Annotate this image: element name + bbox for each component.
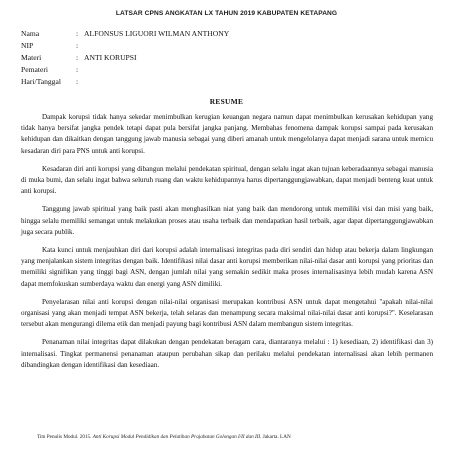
meta-separator: : [76, 53, 79, 62]
meta-row-materi [21, 52, 229, 64]
identity-block [21, 28, 229, 88]
footnote-book-title: Anti Korupsi Modul Pendidikan dan Pelatihan Prajabatan Golongan I/II dan III. [92, 434, 262, 440]
meta-value: ALFONSUS LIGUORI WILMAN ANTHONY [84, 29, 230, 38]
meta-key: NIP [21, 41, 34, 50]
paragraph: Penyelarasan nilai anti korupsi dengan nilai-nilai organisasi merupakan kontribusi ASN untuk dapat mengetahui "apakah nilai-nilai organisasi yang akan menjadi tempat ASN bekerja, telah selaras dan menampung secara maksimal nilai-nilai dasar anti korupsi?". Keselarasan tersebut akan mengurangi dilema etik dan menjadi payung bagi kontribusi ASN dalam membangun sistem integritas. [21, 297, 433, 329]
footnote-publisher: Jakarta. LAN [261, 434, 291, 440]
meta-key: Nama [21, 29, 40, 38]
resume-title: RESUME [209, 97, 244, 106]
paragraph: Tanggung jawab spiritual yang baik pasti akan menghasilkan niat yang baik dan mendorong untuk memiliki visi dan misi yang baik, hingga selalu memiliki semangat untuk melakukan proses atau usaha terbaik dan mendapatkan hasil terbaik, agar dapat dipertanggungjawabkan juga secara publik. [21, 205, 433, 236]
meta-separator: : [76, 29, 79, 38]
meta-row-nama [21, 28, 229, 40]
meta-row-hari-tanggal [21, 76, 229, 88]
meta-separator: : [76, 77, 79, 86]
document-header: LATSAR CPNS ANGKATAN LX TAHUN 2019 KABUPATEN KETAPANG [115, 10, 338, 17]
reference-footnote [37, 434, 437, 441]
meta-value: ANTI KORUPSI [84, 53, 137, 62]
meta-key: Pemateri [21, 65, 48, 74]
meta-separator: : [76, 65, 79, 74]
paragraph: Kesadaran diri anti korupsi yang dibangun melalui pendekatan spiritual, dengan selalu ingat akan tujuan keberadaannya sebagai manusia di muka bumi, dan selalu ingat bahwa seluruh ruang dan waktu kehidupannya harus dipertanggungjawabkan, dapat menjadi benteng kuat untuk anti korupsi. [21, 164, 433, 196]
paragraph: Penanaman nilai integritas dapat dilakukan dengan pendekatan beragam cara, diantaranya melalui : 1) kesediaan, 2) identifikasi dan 3) internalisasi. Tingkat permanensi penanaman ataupun perubahan sikap dan perilaku melalui pendekatan internalisasi akan lebih permanen dibandingkan dengan identifikasi dan kesediaan. [21, 338, 433, 369]
footnote-authors: Tim Penulis Modul. 2015. [37, 434, 93, 440]
meta-row-nip [21, 40, 229, 52]
paragraph: Kata kunci untuk menjauhkan diri dari korupsi adalah internalisasi integritas pada diri sendiri dan hidup atau bekerja dalam lingkungan yang menjalankan sistem integritas dengan baik. Identifikasi nilai dasar anti korupsi memberikan nilai-nilai dasar anti korupsi yang prioritas dan memiliki signifikan yang tinggi bagi ASN, dengan jumlah nilai yang semakin sedikit maka proses internalisasinya lebih mudah karena ASN dapat memfokuskan sumberdaya waktu dan energi yang ASN dimiliki. [21, 246, 433, 288]
meta-key: Hari/Tanggal [21, 77, 61, 86]
resume-body [21, 112, 433, 378]
paragraph: Dampak korupsi tidak hanya sekedar menimbulkan kerugian keuangan negara namun dapat menimbulkan kerusakan kehidupan yang tidak hanya bersifat jangka pendek tetapi dapat pula bersifat jangka panjang. Membahas fenomena dampak korupsi sampai pada kerusakan kehidupan dan dikaitkan dengan tanggung jawab manusia sebagai yang diberi amanah untuk mengelolanya dapat menjadi sarana untuk memicu kesadaran diri para PNS untuk anti korupsi. [21, 113, 433, 155]
meta-separator: : [76, 41, 79, 50]
meta-row-pemateri [21, 64, 229, 76]
meta-key: Materi [21, 53, 42, 62]
